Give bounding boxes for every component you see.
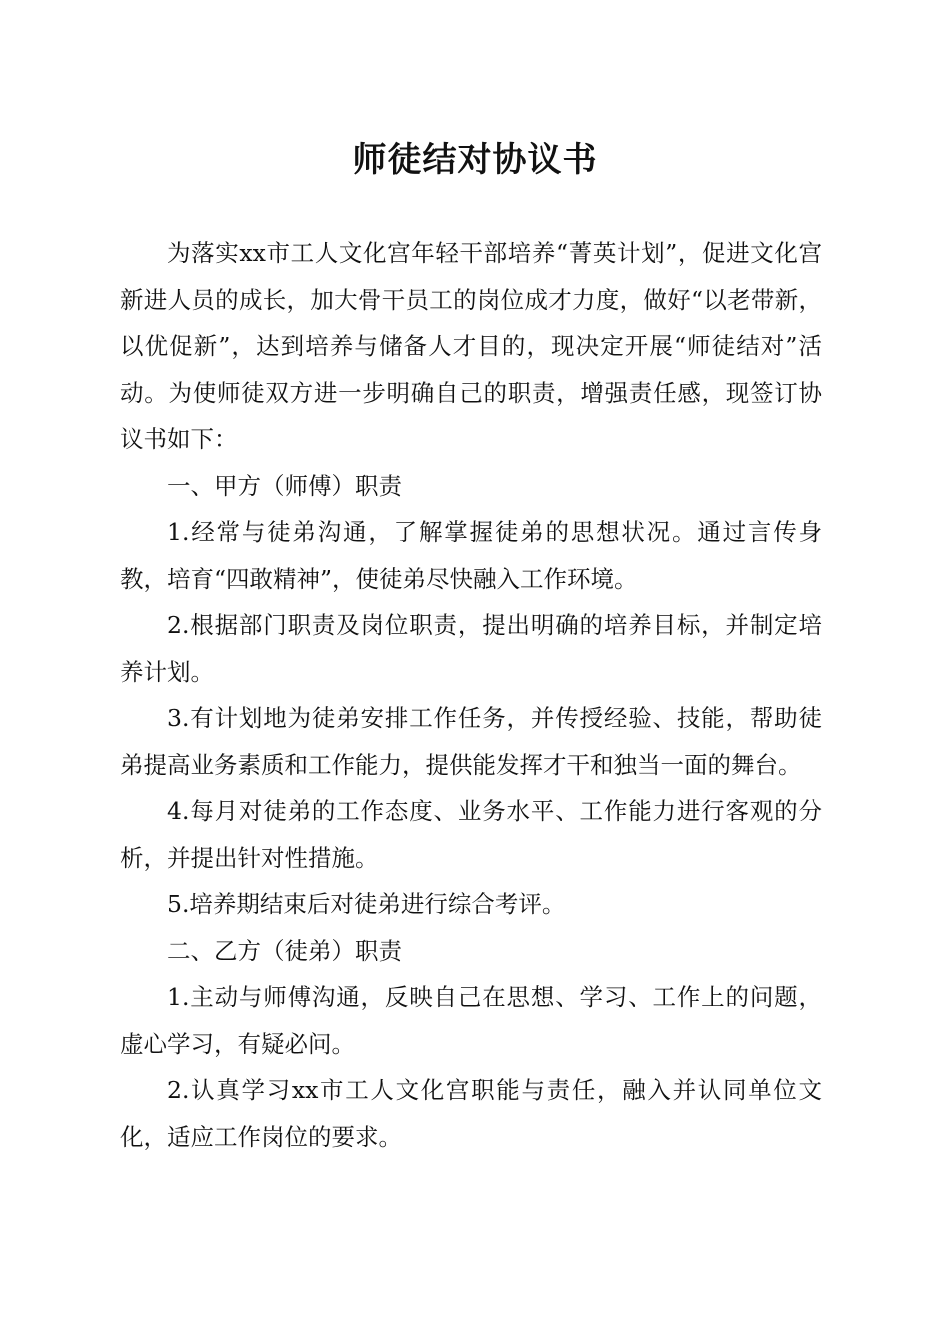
section-heading-master: 一、甲方（师傅）职责 bbox=[167, 471, 402, 500]
master-duty-item: 4.每月对徒弟的工作态度、业务水平、工作能力进行客观的分析，并提出针对性措施。 bbox=[120, 797, 822, 872]
section-heading-apprentice: 二、乙方（徒弟）职责 bbox=[167, 936, 402, 965]
master-duty-item: 3.有计划地为徒弟安排工作任务，并传授经验、技能，帮助徒弟提高业务素质和工作能力，提供能发挥才干和独当一面的舞台。 bbox=[120, 704, 822, 779]
intro-paragraph: 为落实xx市工人文化宫年轻干部培养“菁英计划”，促进文化宫新进人员的成长，加大骨干员工的岗位成才力度，做好“以老带新，以优促新”，达到培养与储备人才目的，现决定开展“师徒结对”活动。为使师徒双方进一步明确自己的职责，增强责任感，现签订协议书如下： bbox=[120, 239, 822, 453]
apprentice-duty-item: 1.主动与师傅沟通，反映自己在思想、学习、工作上的问题，虚心学习，有疑必问。 bbox=[120, 983, 822, 1058]
apprentice-duty-item: 2.认真学习xx市工人文化宫职能与责任，融入并认同单位文化，适应工作岗位的要求。 bbox=[120, 1076, 822, 1151]
master-duty-item: 1.经常与徒弟沟通，了解掌握徒弟的思想状况。通过言传身教，培育“四敢精神”，使徒弟尽快融入工作环境。 bbox=[120, 518, 822, 593]
document-body bbox=[120, 230, 822, 1160]
master-duty-item: 5.培养期结束后对徒弟进行综合考评。 bbox=[167, 890, 566, 918]
document-title: 师徒结对协议书 bbox=[352, 140, 598, 180]
master-duty-item: 2.根据部门职责及岗位职责，提出明确的培养目标，并制定培养计划。 bbox=[120, 611, 822, 686]
